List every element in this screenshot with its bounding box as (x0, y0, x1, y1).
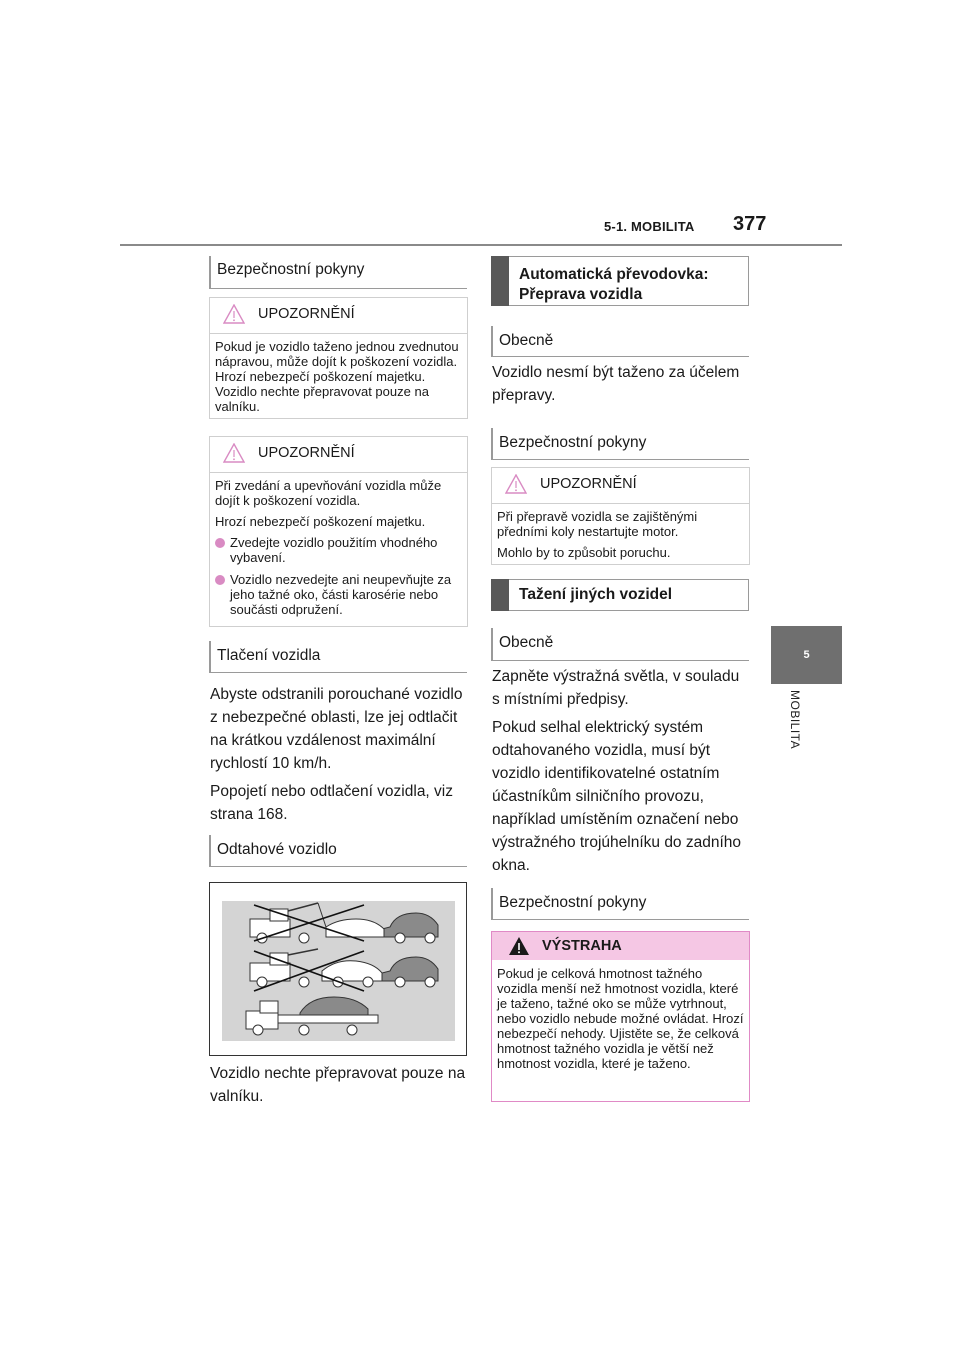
paragraph: Zapněte výstražná světla, v souladu s místními předpisy. (492, 668, 740, 708)
notice-text: Při přepravě vozidla se zajištěnými předními koly nestartujte motor. (497, 509, 698, 539)
paragraph: Pokud selhal elektrický systém odtahovaného vozidla, musí být vozidlo identifikovatelné ostatním účastníkům silničního provozu, například umístěním označení nebo výstražného trojúhelníku do zadního okna. (492, 719, 742, 874)
notice-box-3 (491, 467, 750, 565)
heading-safety-instructions-2 (491, 428, 749, 460)
heading-text: Bezpečnostní pokyny (499, 434, 647, 451)
warning-triangle-icon (508, 936, 530, 956)
figure-caption (210, 1062, 468, 1113)
paragraph: Vozidlo nesmí být taženo za účelem přepravy. (492, 364, 740, 404)
chapter-label: MOBILITA (788, 690, 802, 750)
warning-box (491, 931, 750, 1102)
chapter-number: 5 (803, 649, 810, 661)
heading-general-1 (491, 326, 749, 357)
heading-text: Automatická převodovka: Přeprava vozidla (519, 266, 709, 303)
heading-text: Tažení jiných vozidel (519, 586, 673, 603)
heading-text: Odtahové vozidlo (217, 841, 337, 858)
heading-text: Bezpečnostní pokyny (217, 261, 365, 278)
notice-text: Mohlo by to způsobit poruchu. (497, 545, 671, 560)
heading-text: Bezpečnostní pokyny (499, 894, 647, 911)
notice-text: Pokud je vozidlo taženo jednou zvednutou nápravou, může dojít k poškození vozidla. Hrozí nebezpečí poškození majetku. Vozidlo nechte přepravovat pouze na valníku. (215, 339, 459, 414)
notice-box-2 (209, 436, 468, 627)
warning-triangle-icon (505, 474, 527, 494)
auto-paragraph (492, 361, 750, 412)
section-title: 5-1. MOBILITA (604, 219, 695, 234)
notice-title: UPOZORNĚNÍ (258, 306, 355, 322)
paragraph: Abyste odstranili porouchané vozidlo z nebezpečné oblasti, lze jej odtlačit na krátkou vzdálenost maximální rychlostí 10 km/h. (210, 686, 463, 772)
push-paragraphs (210, 683, 468, 831)
chapter-tab[interactable] (771, 626, 842, 684)
notice-text: Hrozí nebezpečí poškození majetku. (215, 514, 426, 529)
heading-towing-other-vehicles (491, 579, 749, 611)
heading-safety-instructions (209, 256, 467, 289)
warning-triangle-icon (223, 443, 245, 463)
illustration-background (222, 901, 455, 1041)
bullet-icon (215, 575, 225, 585)
warning-title: VÝSTRAHA (542, 938, 622, 954)
list-item (215, 572, 462, 617)
paragraph: Popojetí nebo odtlačení vozidla, viz strana 168. (210, 783, 453, 823)
notice-text: Při zvedání a upevňování vozidla může dojít k poškození vozidla. (215, 478, 442, 508)
towing-methods-illustration (222, 901, 455, 1041)
notice-title: UPOZORNĚNÍ (258, 445, 355, 461)
heading-text: Tlačení vozidla (217, 647, 321, 664)
heading-text: Obecně (499, 634, 554, 651)
list-item-text: Vozidlo nezvedejte ani neupevňujte za jeho tažné oko, části karosérie nebo součásti odpružení. (230, 572, 452, 617)
notice-box-1 (209, 297, 468, 419)
warning-triangle-icon (223, 304, 245, 324)
list-item (215, 535, 462, 565)
heading-text: Obecně (499, 332, 554, 349)
notice-title: UPOZORNĚNÍ (540, 476, 637, 492)
tow-truck-row-1 (250, 903, 438, 943)
tow-illustration (209, 882, 467, 1056)
heading-pushing-vehicle (209, 641, 467, 673)
tow-truck-row-2 (250, 949, 438, 987)
list-item-text: Zvedejte vozidlo použitím vhodného vybavení. (230, 535, 438, 565)
warning-text: Pokud je celková hmotnost tažného vozidla menší než hmotnost vozidla, které je taženo, tažné oko se může vytrhnout, nebo vozidlo nebude možné ovládat. Hrozí nebezpečí nehody. Ujistěte se, že celková hmotnost tažného vozidla je větší než hmotnost vozidla, které je taženo. (497, 966, 744, 1071)
towing-paragraphs (492, 665, 750, 882)
page-number: 377 (733, 213, 767, 235)
bullet-icon (215, 538, 225, 548)
heading-safety-instructions-3 (491, 888, 749, 920)
flatbed-truck (246, 997, 378, 1035)
heading-general-2 (491, 628, 749, 661)
caption-text: Vozidlo nechte přepravovat pouze na valníku. (210, 1065, 466, 1105)
heading-auto-transmission (491, 256, 749, 306)
heading-tow-truck (209, 835, 467, 867)
header-divider (120, 244, 842, 246)
